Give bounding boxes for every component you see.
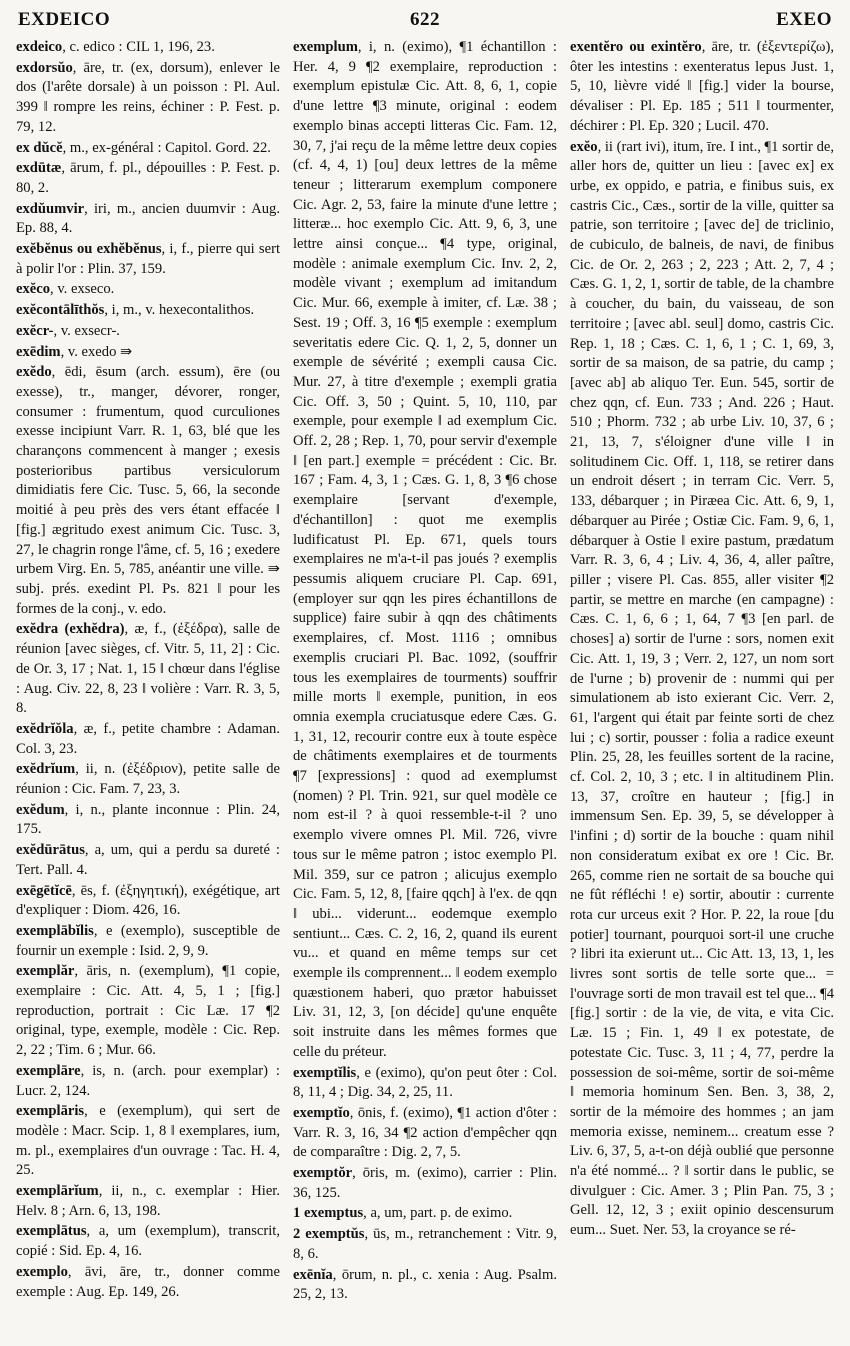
dictionary-entry	[16, 301, 280, 321]
dictionary-entry	[16, 720, 280, 759]
entry-headword: exemplāris	[16, 1103, 85, 1120]
entry-headword: exemplāre	[16, 1062, 81, 1079]
entry-headword: exēnĭa	[293, 1266, 333, 1283]
entry-definition: , āre, tr. (ἐξεντερίζω), ôter les intestins : exenteratus lepus Just. 1, 5, 10, lièvre vidé ‖ [fig.] vider la bourse, dévaliser : Pl. Ep. 185 ; 511 ‖ tourmenter, déchirer : Pl. Ep. 320 ; Lucil. 470.	[570, 39, 834, 134]
column-left	[16, 38, 280, 1338]
entry-definition: , ōrum, n. pl., c. xenia : Aug. Psalm. 25, 2, 13.	[293, 1266, 557, 1303]
running-header	[18, 6, 832, 34]
entry-headword: exĕcr-	[16, 322, 54, 339]
dictionary-entry	[293, 1204, 557, 1224]
dictionary-entry	[16, 38, 280, 58]
dictionary-entry	[16, 922, 280, 961]
dictionary-entry	[16, 322, 280, 342]
dictionary-entry	[16, 1102, 280, 1181]
dictionary-entry	[16, 1222, 280, 1261]
dictionary-entry	[16, 1182, 280, 1221]
entry-definition: , a, um (exemplum), transcrit, copié : Sid. Ep. 4, 16.	[16, 1223, 280, 1260]
dictionary-entry	[293, 1104, 557, 1163]
entry-definition: , e (eximo), qu'on peut ôter : Col. 8, 11, 4 ; Dig. 34, 2, 25, 11.	[293, 1064, 557, 1101]
dictionary-entry	[16, 1263, 280, 1302]
dictionary-entry	[16, 620, 280, 719]
dictionary-entry	[293, 1164, 557, 1203]
entry-headword: exemplābĭlis	[16, 922, 94, 939]
dictionary-entry	[16, 59, 280, 138]
entry-definition: , v. exseco.	[50, 281, 115, 298]
entry-definition: , ii, n., c. exemplar : Hier. Helv. 8 ; Arn. 6, 13, 198.	[16, 1183, 280, 1219]
entry-headword: ex dŭcĕ	[16, 139, 63, 156]
entry-definition: , ēs, f. (ἐξηγητική), exégétique, art d'expliquer : Diom. 426, 16.	[16, 882, 280, 919]
entry-definition: , ii (rart ivi), itum, īre. I int., ¶1 sortir de, aller hors de, quitter un lieu : [avec ex] ex urbe, ex oppido, e patria, e finibus suis, ex castris Cic., Cæs., sortir de la ville, quitter sa patrie, son territoire ; [avec de] de triclinio, de cubiculo, de balneis, de navi, de finibus Cic. de Or. 2, 263 ; 2, 223 ; Att. 2, 7, 4 ; Cæs. G. 1, 2, 1, sortir de table, de la chambre à coucher, du bain, du vaisseau, de son territoire ; [avec abl. seul] domo, castris Cic. Rep. 1, 18 ; Cæs. C. 1, 6, 1 ; C. 1, 69, 3, sortir de sa maison, de sa patrie, du camp ; [avec ab] ab aliquo Ter. Eun. 545, sortir de chez qqn, cf. Eun. 733 ; And. 226 ; Haut. 510 ; Phorm. 732 ; ab urbe Liv. 10, 37, 6 ; 21, 13, 7, s'éloigner d'une ville ‖ in solitudinem Cic. Off. 1, 118, se retirer dans un endroit désert ; in terram Cic. Verr. 5, 133, débarquer ; in Piræea Cic. Att. 6, 9, 1, débarquer au Pirée ; Ostiæ Cic. Fam. 9, 6, 1, débarquer à Ostie ‖ exire pastum, prædatum Varr. R. 3, 6, 4 ; Liv. 4, 36, 4, aller paître, piller ; visere Pl. Cas. 855, aller visiter ¶2 partir, se mettre en marche (en campagne) : Cæs. C. 1, 6, 6 ; 1, 64, 7 ¶3 [en parl. de choses] a) sortir de l'urne : sors, nomen exit Cic. Att. 1, 19, 3 ; Verr. 2, 127, un nom sort de l'urne ; b) provenir de : nummi qui per simulationem ab isto exierant Cic. Verr. 2, 61, l'argent qui était par feinte sorti de chez lui ; c) sortir, pousser : folia a radice exeunt Plin. 25, 28, les feuilles sortent de la racine, cf. Col. 2, 10, 3 ; etc. ‖ in altitudinem Plin. 13, 37, croître en hauteur ; [fig.] in immensum Sen. Ep. 39, 5, se développer à l'infini ; d) sortir de la bouche : quam nihil non consideratum exibat ex ore ! Cic. Br. 265, comme rien ne sortait de sa bouche qui ne fût réfléchi ! e) sortir, aboutir : currente rota cur urceus exit ? Hor. P. 22, la roue [du potier] tournant, pourquoi sort-il une cruche ? libri ita exierunt ut... Cic Att. 13, 13, 1, les livres sont sortis de telle sorte que... = l'ouvrage sorti de mon travail est tel que... ¶4 [fig.] sortir : de la vie, de vita, e vita Cic. Læ. 15 ; Fin. 1, 49 ‖ ex potestate, de potestate Cic. Tusc. 3, 11 ; 4, 77, perdre la possession de soi-même, sortir de soi-même ‖ memoria hominum Sen. Ben. 3, 38, 2, sortir de la mémoire des hommes ; an jam memoria exisse, neminem... creatum esse ? Liv. 6, 37, 5, a-t-on déjà oublié que personne n'a été nommé... ? ‖ sortir dans le public, se divulguer : Cic. Amer. 3 ; Plin Pan. 75, 3 ; Gell. 12, 12, 3 ; exiit opinio descensurum eum... Suet. Ner. 53, la croyance se ré-	[570, 138, 834, 1239]
entry-headword: exemplăr	[16, 963, 75, 980]
entry-headword: exĕdo	[16, 364, 52, 381]
dictionary-entry	[293, 1225, 557, 1264]
entry-definition: , æ, f., petite chambre : Adaman. Col. 3, 23.	[16, 720, 280, 757]
entry-definition: , iri, m., ancien duumvir : Aug. Ep. 88, 4.	[16, 200, 280, 237]
entry-definition: , i, m., v. hexecontalithos.	[104, 302, 255, 319]
dictionary-entry	[16, 240, 280, 279]
entry-definition: , i, n., plante inconnue : Plin. 24, 175.	[16, 801, 280, 838]
entry-definition: , æ, f., (ἐξέδρα), salle de réunion [avec sièges, cf. Vitr. 5, 11, 2] : Cic. de Or. 3, 17 ; Nat. 1, 15 ‖ chœur dans l'église : Aug. Civ. 22, 8, 23 ‖ volière : Varr. R. 3, 5, 8.	[16, 621, 280, 717]
entry-definition: , ūs, m., retranchement : Vitr. 9, 8, 6.	[293, 1226, 557, 1262]
dictionary-entry	[16, 801, 280, 840]
entry-headword: exemptŏr	[293, 1165, 353, 1182]
column-right	[570, 38, 834, 1338]
entry-definition: , āvi, āre, tr., donner comme exemple : Aug. Ep. 149, 26.	[16, 1263, 280, 1300]
entry-headword: exdeico	[16, 39, 63, 55]
dictionary-entry	[16, 363, 280, 619]
entry-headword: exemptĭlis	[293, 1064, 357, 1081]
column-middle	[293, 38, 557, 1338]
dictionary-entry	[16, 139, 280, 159]
dictionary-entry	[16, 200, 280, 239]
entry-definition: , ii, n. (ἐξέδριον), petite salle de réunion : Cic. Fam. 7, 23, 3.	[16, 761, 280, 798]
entry-headword: exĕco	[16, 281, 51, 298]
entry-headword: exdorsŭo	[16, 59, 73, 76]
dictionary-entry	[293, 1064, 557, 1103]
entry-definition: , ōris, m. (eximo), carrier : Plin. 36, 125.	[293, 1165, 557, 1201]
entry-headword: exemplārĭum	[16, 1183, 99, 1200]
entry-headword: exĕbĕnus ou exhĕbĕnus	[16, 241, 162, 258]
entry-headword: 2 exemptŭs	[293, 1226, 365, 1243]
entry-headword: exemptĭo	[293, 1104, 350, 1121]
dictionary-entry	[16, 280, 280, 300]
entry-headword: exentĕro ou exintĕro	[570, 39, 702, 55]
entry-definition: , ōnis, f. (eximo), ¶1 action d'ôter : Varr. R. 3, 16, 34 ¶2 action d'empêcher qqn de comparaître : Dig. 2, 7, 5.	[293, 1104, 557, 1161]
dictionary-entry	[16, 841, 280, 880]
dictionary-entry	[16, 343, 280, 363]
entry-headword: exemplum	[293, 39, 358, 55]
header-right-guide-word: EXEO	[776, 9, 832, 30]
entry-headword: exemplātus	[16, 1223, 87, 1240]
entry-headword: exĕo	[570, 138, 598, 155]
entry-definition: , c. edico : CIL 1, 196, 23.	[62, 39, 215, 55]
dictionary-entry	[570, 38, 834, 137]
entry-definition: , v. exedo ⇛	[60, 343, 133, 360]
entry-definition: , ēdi, ēsum (arch. essum), ēre (ou exesse), tr., manger, dévorer, ronger, consumer : frumentum, quod curculiones exesse incipiunt Varr. R. 1, 63, blé que les charançons commencent à manger ; exesis posterioribus partibus versiculorum dimidiatis fere Cic. Tusc. 5, 66, la seconde moitié à peu près des vers étant effacée ‖ [fig.] ægritudo exest animum Cic. Tusc. 3, 27, le chagrin ronge l'âme, cf. 5, 16 ; exedere urbem Virg. En. 5, 785, anéantir une ville. ⇛ subj. prés. exedint Pl. Ps. 821 ‖ pour les formes de la conj., v. edo.	[16, 364, 280, 617]
dictionary-entry	[293, 1266, 557, 1305]
entry-definition: , m., ex-général : Capitol. Gord. 22.	[62, 139, 271, 156]
entry-definition: , e (exemplum), qui sert de modèle : Macr. Scip. 1, 8 ‖ exemplares, ium, m. pl., exemplaires d'un ouvrage : Tac. H. 4, 25.	[16, 1103, 280, 1179]
entry-headword: exĕdūrātus	[16, 842, 85, 859]
header-left-guide-word: EXDEICO	[18, 9, 111, 30]
text-columns	[16, 38, 834, 1338]
entry-definition: , a, um, part. p. de eximo.	[363, 1205, 513, 1222]
entry-headword: exĕdrĭŏla	[16, 720, 74, 737]
dictionary-entry	[16, 1062, 280, 1101]
entry-headword: exemplo	[16, 1263, 68, 1280]
entry-headword: 1 exemptus	[293, 1205, 364, 1222]
page-number: 622	[409, 9, 440, 30]
entry-headword: exĕdrĭum	[16, 761, 76, 778]
entry-headword: exĕcontālīthŏs	[16, 302, 105, 319]
entry-headword: exēgētĭcē	[16, 882, 72, 899]
entry-definition: , āris, n. (exemplum), ¶1 copie, exemplaire : Cic. Att. 4, 5, 1 ; [fig.] reproduction, portrait : Cic Læ. 17 ¶2 original, type, exemple, modèle : Cic. Rep. 2, 22 ; Tim. 6 ; Mur. 66.	[16, 963, 280, 1059]
dictionary-entry	[293, 38, 557, 1063]
entry-definition: , ārum, f. pl., dépouilles : P. Fest. p. 80, 2.	[16, 160, 280, 196]
entry-definition: , is, n. (arch. pour exemplar) : Lucr. 2, 124.	[16, 1062, 280, 1099]
entry-headword: exdŭumvir	[16, 200, 85, 217]
entry-definition: , a, um, qui a perdu sa dureté : Tert. Pall. 4.	[16, 842, 280, 878]
entry-definition: , āre, tr. (ex, dorsum), enlever le dos (l'arête dorsale) à un poisson : Pl. Aul. 399 ‖ rompre les reins, échiner : P. Fest. p. 79, 12.	[16, 59, 280, 135]
entry-definition: , i, n. (eximo), ¶1 échantillon : Her. 4, 9 ¶2 exemplaire, reproduction : exemplum epistulæ Cic. Att. 8, 6, 1, copie d'une lettre ¶3 minute, original : eodem exemplo binas accepti litteras Cic. Fam. 12, 30, 7, j'ai reçu de la même lettre deux copies (cf. 4, 4, 1) [ou] deux lettres de la même teneur ; litterarum exemplum componere Cic. Agr. 2, 53, faire la minute d'une lettre ; litteræ... hoc exemplo Cic. Att. 9, 6, 3, une lettre ainsi conçue... ¶4 type, original, modèle : animale exemplum Cic. Inv. 2, 2, modèle vivant ; exemplum ad imitandum Cic. Mur. 66, exemple à imiter, cf. Læ. 38 ; Sest. 19 ; Off. 3, 16 ¶5 exemple : exemplum severitatis edere Cic. Q. 1, 2, 5, donner un exemple de sévérité ; exempli causa Cic. Mur. 27, à titre d'exemple ; exempli gratia Cic. Off. 3, 50 ; Quint. 5, 10, 110, par exemple, pour exemple ‖ ad exemplum Cic. Off. 2, 28 ; Rep. 1, 70, pour servir d'exemple ‖ [en part.] exemple = précédent : Cic. Br. 167 ; Fam. 4, 3, 1 ; Cæs. G. 1, 8, 3 ¶6 chose exemplaire [servant d'exemple, d'échantillon] : quot me exemplis ludificatust Pl. Ep. 671, quels tours exemplaires ne m'a-t-il pas joués ? exemplis pessumis aliquem cruciare Pl. Cap. 691, (employer sur qqn les pires échantillons de supplice) faire subir à qqn des châtiments exemplaires, cf. Most. 1116 ; omnibus exemplis cruciari Pl. Bac. 1092, (souffrir tous les exemplaires de tourments) souffrir mille morts ‖ exemple, punition, in eos omnia exempla cruciatusque edere Cæs. G. 1, 31, 12, recourir contre eux à toute espèce de châtiments exemplaires et de tourments ¶7 [expressions] : quod ad exemplumst (nomen) ? Pl. Trin. 921, sur quel modèle ce nom est-il ? à quoi ressemble-t-il ? uno exemplo vivere omnes Pl. Mil. 726, vivre tous sur le même patron ; istoc exemplo Pl. Mil. 359, sur ce patron ; alicujus exemplo Cic. Fam. 5, 12, 8, [faire qqch] à l'ex. de qqn ‖ ubi... viderunt... eodemque exemplo sentiunt... Cæs. C. 2, 16, 2, quand ils eurent vu... et quand en même temps sur cet exemple ils comprennent... ‖ eodem exemplo quæstionem haberi, quo prætor habuisset Liv. 31, 12, 3, [on décide] qu'une enquête soit instruite dans les mêmes formes que celle du préteur.	[293, 39, 557, 1060]
entry-definition: , v. exsecr-.	[53, 322, 120, 339]
dictionary-entry	[16, 882, 280, 921]
entry-headword: exēdim	[16, 343, 61, 360]
entry-headword: exdūtæ	[16, 160, 62, 177]
entry-definition: , e (exemplo), susceptible de fournir un exemple : Isid. 2, 9, 9.	[16, 922, 280, 959]
dictionary-entry	[16, 962, 280, 1061]
dictionary-entry	[16, 760, 280, 799]
dictionary-entry	[16, 159, 280, 198]
dictionary-entry	[570, 138, 834, 1241]
entry-headword: exĕdum	[16, 801, 65, 818]
entry-headword: exĕdra (exhĕdra)	[16, 621, 125, 638]
entry-definition: , i, f., pierre qui sert à polir l'or : Plin. 37, 159.	[16, 241, 280, 277]
